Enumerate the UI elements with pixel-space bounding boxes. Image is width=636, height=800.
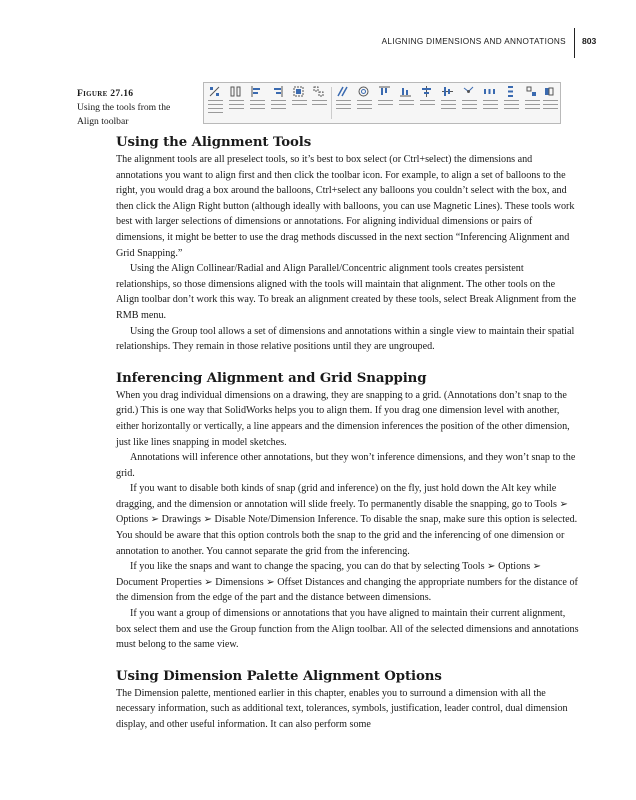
align-middle-icon — [442, 86, 453, 97]
paragraph: The Dimension palette, mentioned earlier in this chapter, enables you to surround a dimension with all the necessary information, such as additional text, tolerances, symbols, justification, leader control, dual dimension display, and other useful information. It can also perform some — [116, 687, 568, 730]
toolbar-button[interactable] — [270, 85, 287, 121]
toolbar-button[interactable] — [335, 85, 352, 121]
paragraph: Annotations will inference other annotations, but they won’t inference dimensions, and they won’t snap to the grid. — [116, 452, 576, 479]
align-toolbar — [203, 82, 561, 124]
align-concentric-icon — [358, 86, 369, 97]
space-evenly-icon — [230, 86, 241, 97]
toolbar-button[interactable] — [291, 85, 308, 121]
toolbar-button[interactable] — [482, 85, 499, 121]
group-icon — [293, 86, 304, 97]
toolbar-button[interactable] — [542, 85, 559, 121]
align-right-icon — [272, 86, 283, 97]
body-content — [116, 134, 580, 733]
toolbar-button[interactable] — [524, 85, 541, 121]
figure-caption-text: Using the tools from the Align toolbar — [77, 102, 171, 127]
paragraph: The alignment tools are all preselect tools, so it’s best to box select (or Ctrl+select) the dimensions and annotations you want to align first and then click the toolbar icon. For example, to align a set of balloons to the right, you would drag a box around the balloons, Ctrl+select any balloons you couldn’t select with the box, and then click the Align Right button (although ideally with balloons, you can use Magnetic Lines). These tools work best with larger selections of dimensions or annotations. For aligning individual dimensions or pairs of dimensions, it might be better to use the drag methods discussed in the next section “Inferencing Alignment and Grid Snapping.” — [116, 154, 575, 259]
toolbar-button[interactable] — [207, 85, 224, 121]
toolbar-button[interactable] — [419, 85, 436, 121]
align-left-icon — [251, 86, 262, 97]
figure-label: Figure 27.16 — [77, 88, 134, 99]
space-tightly-icon — [544, 86, 555, 97]
page-number: 803 — [582, 36, 597, 46]
align-top-icon — [379, 86, 390, 97]
space-evenly-across-icon — [484, 86, 495, 97]
section-heading: Using the Alignment Tools — [116, 135, 312, 150]
align-parallel-icon — [337, 86, 348, 97]
toolbar-button[interactable] — [398, 85, 415, 121]
toolbar-button[interactable] — [503, 85, 520, 121]
toolbar-button[interactable] — [228, 85, 245, 121]
toolbar-separator — [331, 87, 332, 119]
paragraph: If you want to disable both kinds of snap (grid and inference) on the fly, just hold down the Alt key while dragging, and the dimension or annotation will slide freely. To permanently disable the snapping, go to Tools ➢ Options ➢ Drawings ➢ Disable Note/Dimension Inference. To disable the snap, make sure this option is selected. You should be aware that this option controls both the snap to the grid and the inferencing of one dimension or annotation to another. You cannot separate the grid from the inferencing. — [116, 483, 578, 557]
toolbar-button[interactable] — [356, 85, 373, 121]
ungroup-icon — [313, 86, 324, 97]
section-heading: Using Dimension Palette Alignment Options — [116, 668, 442, 684]
paragraph: If you want a group of dimensions or annotations that you have aligned to maintain their current alignment, box select them and use the Group function from the Align toolbar. All of the selected dimensions and annotations must belong to the same view. — [116, 608, 579, 651]
paragraph: Using the Group tool allows a set of dimensions and annotations within a single view to maintain their spatial relationships. They remain in those relative positions until they are ungrouped. — [116, 325, 575, 353]
space-evenly-down-icon — [505, 86, 516, 97]
toolbar-button[interactable] — [377, 85, 394, 121]
paragraph: When you drag individual dimensions on a drawing, they are snapping to a grid. (Annotations don’t snap to the grid.) This is one way that SolidWorks helps you to align them. If you drag one dimension level with another, either horizontally or vertically, a line appears and the dimension inferences the position of the other dimension, just like lines snapping in model sketches. — [116, 389, 570, 448]
align-bottom-icon — [400, 86, 411, 97]
toolbar-button[interactable] — [311, 85, 328, 121]
paragraph: Using the Align Collinear/Radial and Align Parallel/Concentric alignment tools creates persistent relationships, so those dimensions aligned with the tools will maintain that alignment. The other tools on the Align toolbar don’t work this way. To break an alignment created by these tools, select Break Alignment from the RMB menu. — [116, 263, 576, 321]
toolbar-button[interactable] — [249, 85, 266, 121]
toolbar-button[interactable] — [461, 85, 478, 121]
paragraph: If you like the snaps and want to change the spacing, you can do that by selecting Tools ➢ Options ➢ Document Properties ➢ Dimensions ➢ Offset Distances and changing the appropriate numbers for the distance of the dimension from the edge of the part and the distance between dimensions. — [116, 561, 578, 604]
figure-caption — [77, 87, 189, 129]
space-evenly-up-icon — [526, 86, 537, 97]
header-rule — [574, 28, 575, 58]
align-center-icon — [421, 86, 432, 97]
align-radial-icon — [463, 86, 474, 97]
section-heading: Inferencing Alignment and Grid Snapping — [116, 370, 427, 386]
toolbar-button[interactable] — [440, 85, 457, 121]
running-head: ALIGNING DIMENSIONS AND ANNOTATIONS — [381, 37, 566, 46]
align-collinear-icon — [209, 86, 220, 97]
